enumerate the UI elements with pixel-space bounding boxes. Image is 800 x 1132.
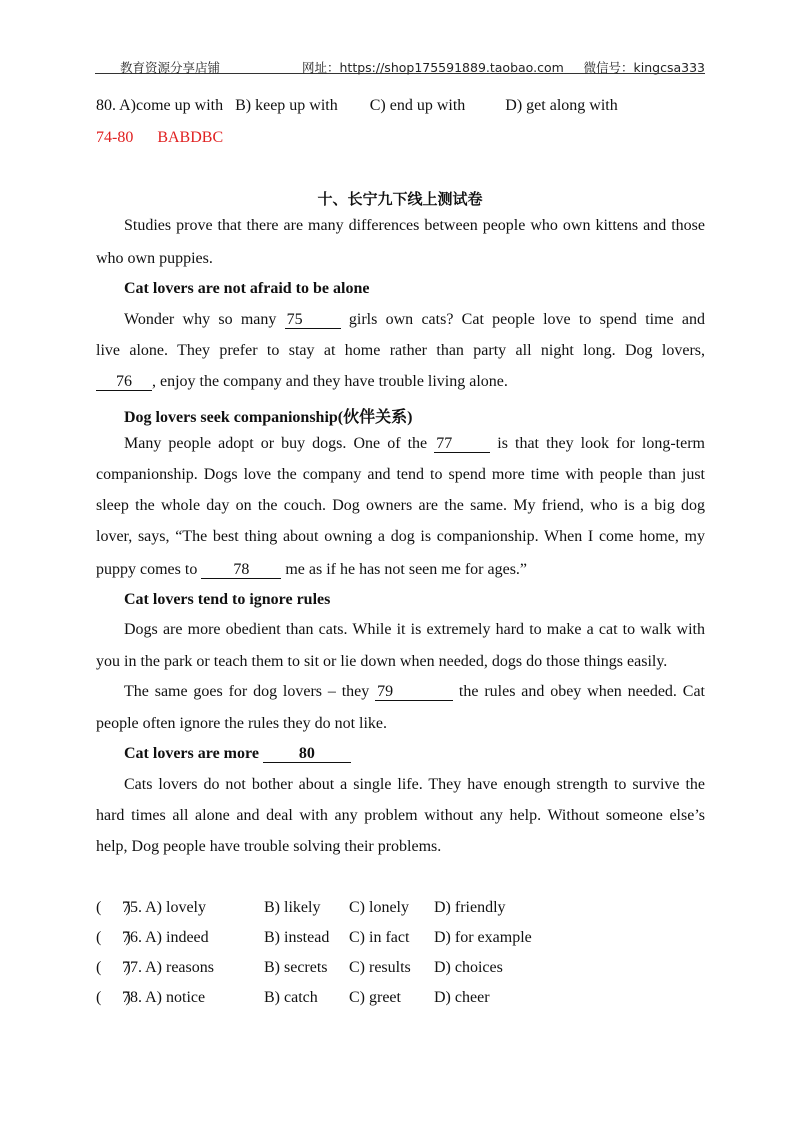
passage-line: Many people adopt or buy dogs. One of the 77 is that they look for long-term bbox=[124, 435, 706, 452]
option-a: 75. A) lovely bbox=[122, 899, 206, 916]
option-c: C) results bbox=[349, 959, 411, 976]
passage-line: people often ignore the rules they do not like. bbox=[96, 715, 388, 732]
passage-line: hard times all alone and deal with any problem without any help. Without someone else’s bbox=[96, 807, 705, 824]
answer-paren: ( ) bbox=[96, 929, 131, 946]
option-c: C) lonely bbox=[349, 899, 409, 916]
blank-78: 78 bbox=[201, 562, 281, 579]
passage-line: puppy comes to 78 me as if he has not seen me for ages.” bbox=[96, 561, 528, 578]
blank-77: 77 bbox=[434, 436, 490, 453]
answer-paren: ( ) bbox=[96, 959, 131, 976]
answer-paren: ( ) bbox=[96, 899, 131, 916]
subheading-4: Cat lovers are more 80 bbox=[124, 745, 351, 763]
passage-line: Wonder why so many 75 girls own cats? Cat people love to spend time and bbox=[124, 311, 705, 328]
blank-79: 79 bbox=[375, 684, 453, 701]
subheading-3: Cat lovers tend to ignore rules bbox=[124, 591, 331, 608]
blank-76: 76 bbox=[96, 374, 152, 391]
section-title: 十、长宁九下线上测试卷 bbox=[317, 190, 483, 208]
answer-key bbox=[96, 129, 223, 147]
option-d: D) friendly bbox=[434, 899, 506, 916]
option-d: D) cheer bbox=[434, 989, 490, 1006]
header-url: 网址：https://shop175591889.taobao.com bbox=[302, 60, 564, 75]
prev-question-80: 80. A)come up with B) keep up with C) end up with D) get along with bbox=[96, 97, 618, 114]
passage-line: Dogs are more obedient than cats. While it is extremely hard to make a cat to walk with bbox=[124, 621, 705, 638]
blank-75: 75 bbox=[285, 312, 341, 329]
header-shop-name: 教育资源分享店铺 bbox=[120, 60, 221, 75]
option-a: 77. A) reasons bbox=[122, 959, 214, 976]
option-b: B) secrets bbox=[264, 959, 328, 976]
header-divider bbox=[95, 73, 705, 74]
passage-line: who own puppies. bbox=[96, 250, 213, 267]
option-a: 78. A) notice bbox=[122, 989, 206, 1006]
answer-paren: ( ) bbox=[96, 989, 131, 1006]
option-d: D) for example bbox=[434, 929, 532, 946]
option-b: B) catch bbox=[264, 989, 318, 1006]
subheading-1: Cat lovers are not afraid to be alone bbox=[124, 280, 370, 297]
option-c: C) in fact bbox=[349, 929, 410, 946]
passage-line: you in the park or teach them to sit or lie down when needed, dogs do those things easily. bbox=[96, 653, 668, 670]
answer-range: 74-80 bbox=[96, 129, 134, 146]
option-a: 76. A) indeed bbox=[122, 929, 209, 946]
subheading-2: Dog lovers seek companionship(伙伴关系) bbox=[124, 409, 413, 426]
passage-line: The same goes for dog lovers – they 79 the rules and obey when needed. Cat bbox=[124, 683, 705, 700]
option-b: B) likely bbox=[264, 899, 321, 916]
answer-letters: BABDBC bbox=[157, 129, 224, 146]
passage-line: sleep the whole day on the couch. Dog owners are the same. My friend, who is a big dog bbox=[96, 497, 705, 514]
passage-line: companionship. Dogs love the company and tend to spend more time with people than just bbox=[96, 466, 705, 483]
passage-line: lover, says, “The best thing about owning a dog is companionship. When I come home, my bbox=[96, 528, 705, 545]
passage-line: Cats lovers do not bother about a single life. They have enough strength to survive the bbox=[124, 776, 705, 793]
passage-line: help, Dog people have trouble solving their problems. bbox=[96, 838, 442, 855]
option-c: C) greet bbox=[349, 989, 401, 1006]
passage-line: Studies prove that there are many differences between people who own kittens and those bbox=[124, 217, 705, 234]
header-wechat: 微信号：kingcsa333 bbox=[583, 60, 705, 75]
blank-80: 80 bbox=[263, 746, 351, 763]
passage-line: live alone. They prefer to stay at home rather than party all night long. Dog lovers, bbox=[96, 342, 705, 359]
passage-line: 76 , enjoy the company and they have trouble living alone. bbox=[96, 373, 508, 391]
option-b: B) instead bbox=[264, 929, 330, 946]
option-d: D) choices bbox=[434, 959, 503, 976]
